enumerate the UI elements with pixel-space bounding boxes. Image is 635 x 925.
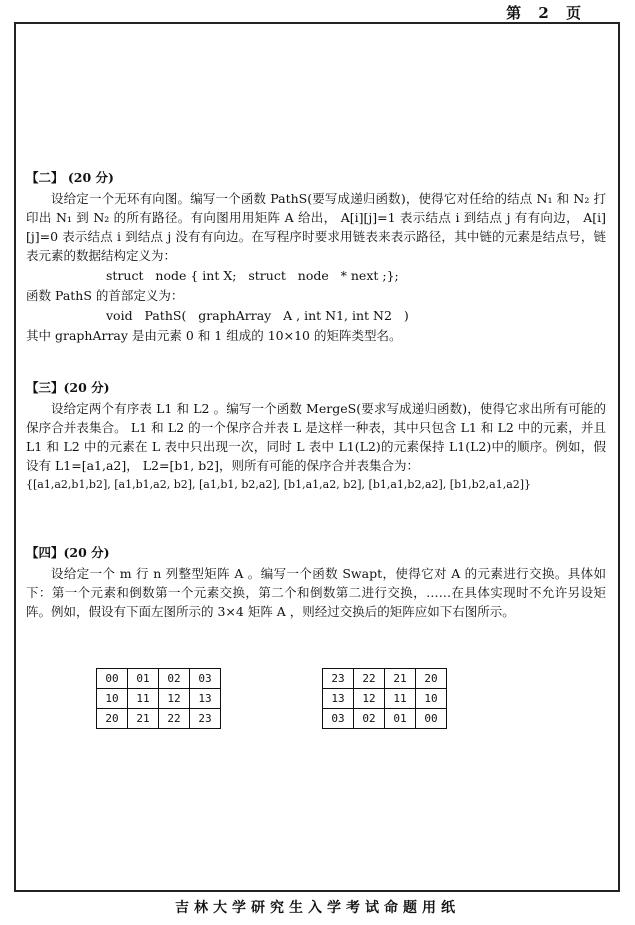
left-matrix-cell: 13: [190, 689, 221, 709]
left-matrix-cell: 03: [190, 669, 221, 689]
left-matrix-row: [97, 709, 221, 729]
question-3: [26, 378, 606, 494]
left-matrix-row: [97, 689, 221, 709]
left-matrix: [96, 668, 221, 729]
question-2-function-code: void PathS( graphArray A , int N1, int N2 ): [106, 308, 409, 323]
left-matrix-cell: 23: [190, 709, 221, 729]
left-matrix-cell: 22: [159, 709, 190, 729]
left-matrix-cell: 21: [128, 709, 159, 729]
left-matrix-row: [97, 669, 221, 689]
question-2-text: 设给定一个无环有向图。编写一个函数 PathS(要写成递归函数)，使得它对任给的结点 N₁ 和 N₂ 打印出 N₁ 到 N₂ 的所有路径。有向图用用矩阵 A 给出， A[i][j]=1 表示结点 i 到结点 j 有有向边， A[i][j]=0 表示结点 i 到结点 j 没有有向边。在写程序时要求用链表来表示路径，其中链的元素是结点号，链表元素的数据结构定义为：: [26, 191, 606, 263]
question-2: [26, 168, 606, 345]
question-3-result: {[a1,a2,b1,b2], [a1,b1,a2, b2], [a1,b1, b2,a2], [b1,a1,a2, b2], [b1,a1,b2,a2], [b1,b2,a1,a2]}: [26, 478, 532, 491]
left-matrix-cell: 02: [159, 669, 190, 689]
left-matrix-cell: 20: [97, 709, 128, 729]
right-matrix-cell: 23: [323, 669, 354, 689]
question-4: [26, 543, 606, 621]
left-matrix-cell: 00: [97, 669, 128, 689]
question-3-text: 设给定两个有序表 L1 和 L2 。编写一个函数 MergeS(要求写成递归函数)，使得它求出所有可能的保序合并表集合。 L1 和 L2 的一个保序合并表 L 是这样一种表，其中只包含 L1 和 L2 中的元素，并且 L1 和 L2 中的元素在 L 表中只出现一次，同时 L 表中 L1(L2)的元素保持 L1(L2)中的顺序。例如，假设有 L1=[a1,a2]， L2=[b1, b2]，则所有可能的保序合并表集合为：: [26, 401, 606, 473]
right-matrix-cell: 00: [416, 709, 447, 729]
right-matrix-row: [323, 689, 447, 709]
right-matrix-cell: 11: [385, 689, 416, 709]
question-4-text: 设给定一个 m 行 n 列整型矩阵 A 。编写一个函数 Swapt，使得它对 A 的元素进行交换。具体如下：第一个元素和倒数第一个元素交换，第二个和倒数第二进行交换，……在具体实现时不允许另设矩阵。例如，假设有下面左图所示的 3×4 矩阵 A ，则经过交换后的矩阵应如下右图所示。: [26, 566, 606, 619]
footer-text: 吉林大学研究生入学考试命题用纸: [175, 900, 460, 916]
right-matrix-cell: 22: [354, 669, 385, 689]
right-matrix-row: [323, 669, 447, 689]
left-matrix-cell: 10: [97, 689, 128, 709]
left-matrix-cell: 01: [128, 669, 159, 689]
right-matrix-cell: 13: [323, 689, 354, 709]
right-matrix: [322, 668, 447, 729]
right-matrix-cell: 02: [354, 709, 385, 729]
right-matrix-cell: 03: [323, 709, 354, 729]
question-2-header-label: 函数 PathS 的首部定义为：: [26, 288, 184, 303]
left-matrix-cell: 11: [128, 689, 159, 709]
right-matrix-cell: 21: [385, 669, 416, 689]
page-number: 第 2 页: [506, 4, 587, 22]
right-matrix-cell: 01: [385, 709, 416, 729]
right-matrix-cell: 12: [354, 689, 385, 709]
right-matrix-row: [323, 709, 447, 729]
question-4-heading: 【四】(20 分): [26, 545, 110, 560]
question-2-heading: 【二】 (20 分): [26, 170, 114, 185]
question-2-struct-code: struct node { int X; struct node * next ;};: [106, 268, 399, 283]
left-matrix-cell: 12: [159, 689, 190, 709]
question-3-heading: 【三】(20 分): [26, 380, 110, 395]
right-matrix-cell: 20: [416, 669, 447, 689]
right-matrix-cell: 10: [416, 689, 447, 709]
question-2-note: 其中 graphArray 是由元素 0 和 1 组成的 10×10 的矩阵类型名。: [26, 328, 402, 343]
